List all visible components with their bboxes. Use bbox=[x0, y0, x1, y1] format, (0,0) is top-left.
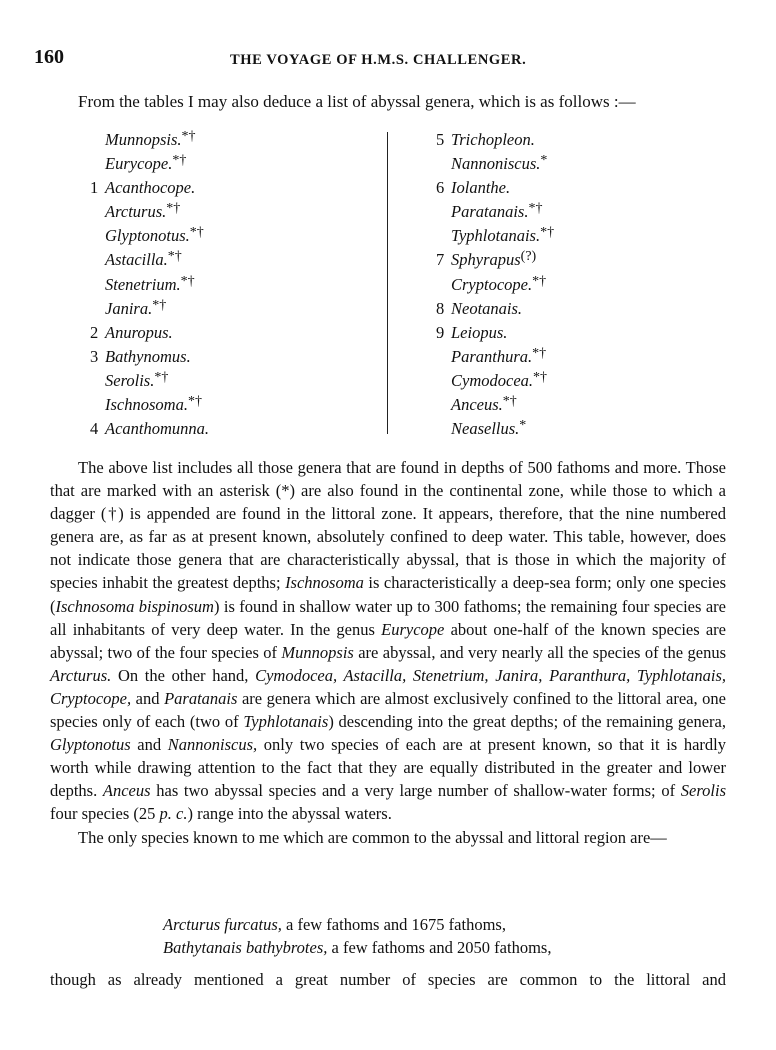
genus-name: Iolanthe. bbox=[451, 178, 511, 198]
genus-number: 5 bbox=[436, 130, 445, 149]
genus-entry bbox=[436, 273, 554, 297]
genus-marks: *† bbox=[532, 273, 547, 289]
genus-name: Stenetrium. bbox=[105, 274, 181, 294]
genus-name: Paratanais. bbox=[451, 202, 529, 222]
genus-marks: *† bbox=[152, 297, 167, 313]
genus-name: Sphyrapus bbox=[451, 250, 521, 270]
genera-list-right bbox=[436, 128, 554, 441]
genus-name: Anceus. bbox=[451, 395, 503, 415]
genus-number bbox=[90, 297, 105, 321]
genus-marks: (?) bbox=[520, 249, 537, 265]
genus-number: 8 bbox=[436, 298, 445, 318]
genus-number bbox=[436, 369, 451, 393]
genus-entry bbox=[436, 224, 554, 248]
genus-name: Arcturus. bbox=[105, 202, 167, 222]
genus-number bbox=[436, 273, 451, 297]
genus-name: Nannoniscus. bbox=[451, 154, 541, 174]
genus-entry bbox=[90, 297, 209, 321]
column-divider bbox=[387, 132, 388, 434]
genus-entry bbox=[90, 321, 209, 345]
paragraph-common-species: The only species known to me which are common to the abyssal and littoral region are— bbox=[78, 827, 667, 847]
genus-marks: *† bbox=[172, 153, 187, 169]
genus-name: Cymodocea. bbox=[451, 370, 534, 390]
genus-number bbox=[436, 393, 451, 417]
genus-marks: *† bbox=[187, 394, 202, 410]
genus-entry bbox=[436, 297, 554, 321]
genus-entry bbox=[90, 393, 209, 417]
genus-number bbox=[436, 152, 451, 176]
genus-name: Neasellus. bbox=[451, 419, 520, 439]
genus-marks: *† bbox=[533, 369, 548, 385]
genus-name: Glyptonotus. bbox=[105, 226, 190, 246]
example-line: Arcturus furcatus, a few fathoms and 1675 fathoms, bbox=[163, 915, 506, 934]
intro-sentence: From the tables I may also deduce a list of abyssal genera, which is as follows :— bbox=[78, 92, 636, 111]
genus-entry bbox=[436, 369, 554, 393]
genus-marks: *† bbox=[167, 249, 182, 265]
genus-name: Typhlotanais. bbox=[451, 226, 541, 246]
genus-number: 1 bbox=[90, 178, 99, 198]
genus-number bbox=[90, 128, 105, 152]
genus-entry bbox=[90, 224, 209, 248]
genus-marks: *† bbox=[540, 225, 555, 241]
genus-name: Cryptocope. bbox=[451, 274, 533, 294]
genus-number bbox=[90, 224, 105, 248]
paragraph-genera-discussion: The above list includes all those genera that are found in depths of 500 fathoms and more. Those that are marked with an asterisk (*) are also found in the continental zone, while those to which a dagger (†) is appended are found in the littoral zone. It appears, therefore, that the nine numbered genera are, as far as at present known, absolutely confined to deep water. This table, however, does not indicate those genera that are characteristically abyssal, that is those in which the majority of species inhabit the greatest depths; Ischnosoma is characteristically a deep-sea form; only one species (Ischnosoma bispinosum) is found in shallow water up to 300 fathoms; the remaining four species are all inhabitants of very deep water. In the genus Eurycope about one-half of the known species are abyssal; two of the four species of Munnopsis are abyssal, and very nearly all the species of the genus Arcturus. On the other hand, Cymodocea, Astacilla, Stenetrium, Janira, Paranthura, Typhlotanais, Cryptocope, and Paratanais are genera which are almost exclusively confined to the littoral area, one species only of each (two of Typhlotanais) descending into the great depths; of the remaining genera, Glyptonotus and Nannoniscus, only two species of each are at present known, so that it is hardly worth while drawing attention to the fact that they are equally distributed in the greater and lower depths. Anceus has two abyssal species and a very large number of shallow-water forms; of Serolis four species (25 p. c.) range into the abyssal waters. bbox=[50, 458, 727, 824]
genus-number: 9 bbox=[436, 322, 445, 342]
genus-marks: *† bbox=[528, 201, 543, 217]
genus-number: 7 bbox=[436, 250, 445, 270]
genera-list-left bbox=[90, 128, 209, 441]
page-number: 160 bbox=[34, 46, 64, 68]
genus-marks: *† bbox=[166, 201, 181, 217]
genus-number bbox=[436, 200, 451, 224]
genus-name: Munnopsis. bbox=[105, 130, 182, 149]
running-title: THE VOYAGE OF H.M.S. CHALLENGER. bbox=[230, 52, 527, 68]
genus-number: 3 bbox=[90, 346, 99, 366]
genus-name: Eurycope. bbox=[105, 154, 173, 174]
genus-marks: *† bbox=[189, 225, 204, 241]
genus-name: Ischnosoma. bbox=[105, 395, 188, 415]
genus-entry bbox=[90, 345, 209, 369]
genus-number: 2 bbox=[90, 322, 99, 342]
genus-marks: * bbox=[519, 418, 527, 434]
genus-number bbox=[436, 224, 451, 248]
genus-marks: *† bbox=[154, 369, 169, 385]
genus-name: Serolis. bbox=[105, 370, 155, 390]
genus-entry bbox=[90, 152, 209, 176]
genus-number: 6 bbox=[436, 178, 445, 198]
genus-marks: *† bbox=[532, 345, 547, 361]
genus-marks: *† bbox=[180, 273, 195, 289]
genus-entry bbox=[90, 273, 209, 297]
genus-name: Paranthura. bbox=[451, 346, 533, 366]
genus-number bbox=[90, 273, 105, 297]
genus-marks: *† bbox=[502, 394, 517, 410]
continuation-line: though as already mentioned a great number of species are common to the littoral and bbox=[50, 970, 726, 989]
genus-entry bbox=[90, 128, 209, 152]
genus-name: Janira. bbox=[105, 298, 153, 318]
genus-name: Trichopleon. bbox=[451, 130, 535, 149]
genus-entry bbox=[436, 128, 554, 152]
genus-name: Acanthocope. bbox=[105, 178, 196, 198]
genus-entry bbox=[436, 393, 554, 417]
genus-name: Leiopus. bbox=[451, 322, 508, 342]
genus-entry bbox=[436, 417, 554, 441]
genus-number bbox=[90, 200, 105, 224]
genus-number bbox=[436, 417, 451, 441]
genus-name: Anuropus. bbox=[105, 322, 173, 342]
genus-marks: *† bbox=[181, 129, 196, 144]
genus-name: Bathynomus. bbox=[105, 346, 191, 366]
genus-name: Acanthomunna. bbox=[105, 419, 210, 439]
genus-entry bbox=[90, 176, 209, 200]
species-examples bbox=[163, 913, 551, 959]
genus-number bbox=[90, 152, 105, 176]
genus-entry bbox=[436, 152, 554, 176]
genus-entry bbox=[90, 417, 209, 441]
genus-entry bbox=[436, 200, 554, 224]
genus-number bbox=[90, 393, 105, 417]
example-line: Bathytanais bathybrotes, a few fathoms and 2050 fathoms, bbox=[163, 938, 552, 957]
genus-number bbox=[436, 345, 451, 369]
genus-name: Astacilla. bbox=[105, 250, 168, 270]
genus-name: Neotanais. bbox=[451, 298, 523, 318]
genus-number bbox=[90, 369, 105, 393]
genus-marks: * bbox=[540, 153, 548, 169]
genus-number: 4 bbox=[90, 419, 99, 439]
genus-number bbox=[90, 248, 105, 272]
body-text bbox=[50, 456, 726, 849]
